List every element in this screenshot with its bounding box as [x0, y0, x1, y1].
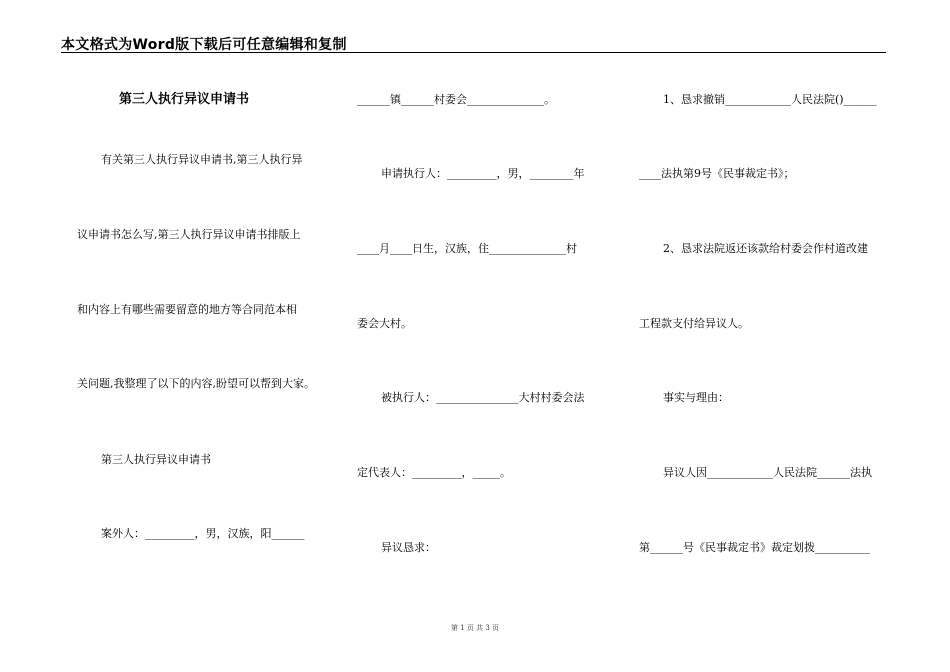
- paragraph-line: 工程款支付给异议人。: [639, 317, 749, 330]
- page-number: 第 1 页 共 3 页: [450, 624, 500, 632]
- paragraph-line: 2、恳求法院返还该款给村委会作村道改建: [663, 242, 868, 255]
- paragraph-line: 1、恳求撤销____________人民法院()______: [663, 93, 877, 106]
- paragraph-line: 和内容上有哪些需要留意的地方等合同范本相: [77, 303, 297, 316]
- paragraph-line: 申请执行人：_________，男，________年: [381, 167, 585, 180]
- paragraph-line: 议申请书怎么写,第三人执行异议申请书排版上: [77, 228, 301, 241]
- paragraph-line: 被执行人：_______________大村村委会法: [381, 391, 585, 404]
- paragraph-line: 第______号《民事裁定书》裁定划拨__________: [639, 541, 870, 554]
- section-heading: 第三人执行异议申请书: [101, 453, 211, 466]
- paragraph-line: 异议人因____________人民法院______法执: [663, 466, 872, 479]
- paragraph-line: ____月____日生，汉族，住______________村: [357, 242, 577, 255]
- paragraph-line: 案外人：_________，男，汉族，阳______: [101, 527, 305, 540]
- header-text: 本文格式为Word版下载后可任意编辑和复制: [61, 37, 347, 53]
- header-rule: [61, 52, 886, 53]
- paragraph-line: 异议恳求：: [381, 541, 436, 554]
- paragraph-line: ______镇______村委会______________。: [357, 93, 555, 106]
- paragraph-line: ____法执第9号《民事裁定书》；: [639, 167, 795, 180]
- document-title: 第三人执行异议申请书: [119, 92, 250, 107]
- paragraph-line: 委会大村。: [357, 317, 412, 330]
- paragraph-line: 事实与理由：: [663, 391, 729, 404]
- paragraph-line: 关问题,我整理了以下的内容,盼望可以帮到大家。: [77, 377, 315, 390]
- paragraph-line: 定代表人：_________，_____。: [357, 466, 511, 479]
- paragraph-line: 有关第三人执行异议申请书,第三人执行异: [101, 153, 303, 166]
